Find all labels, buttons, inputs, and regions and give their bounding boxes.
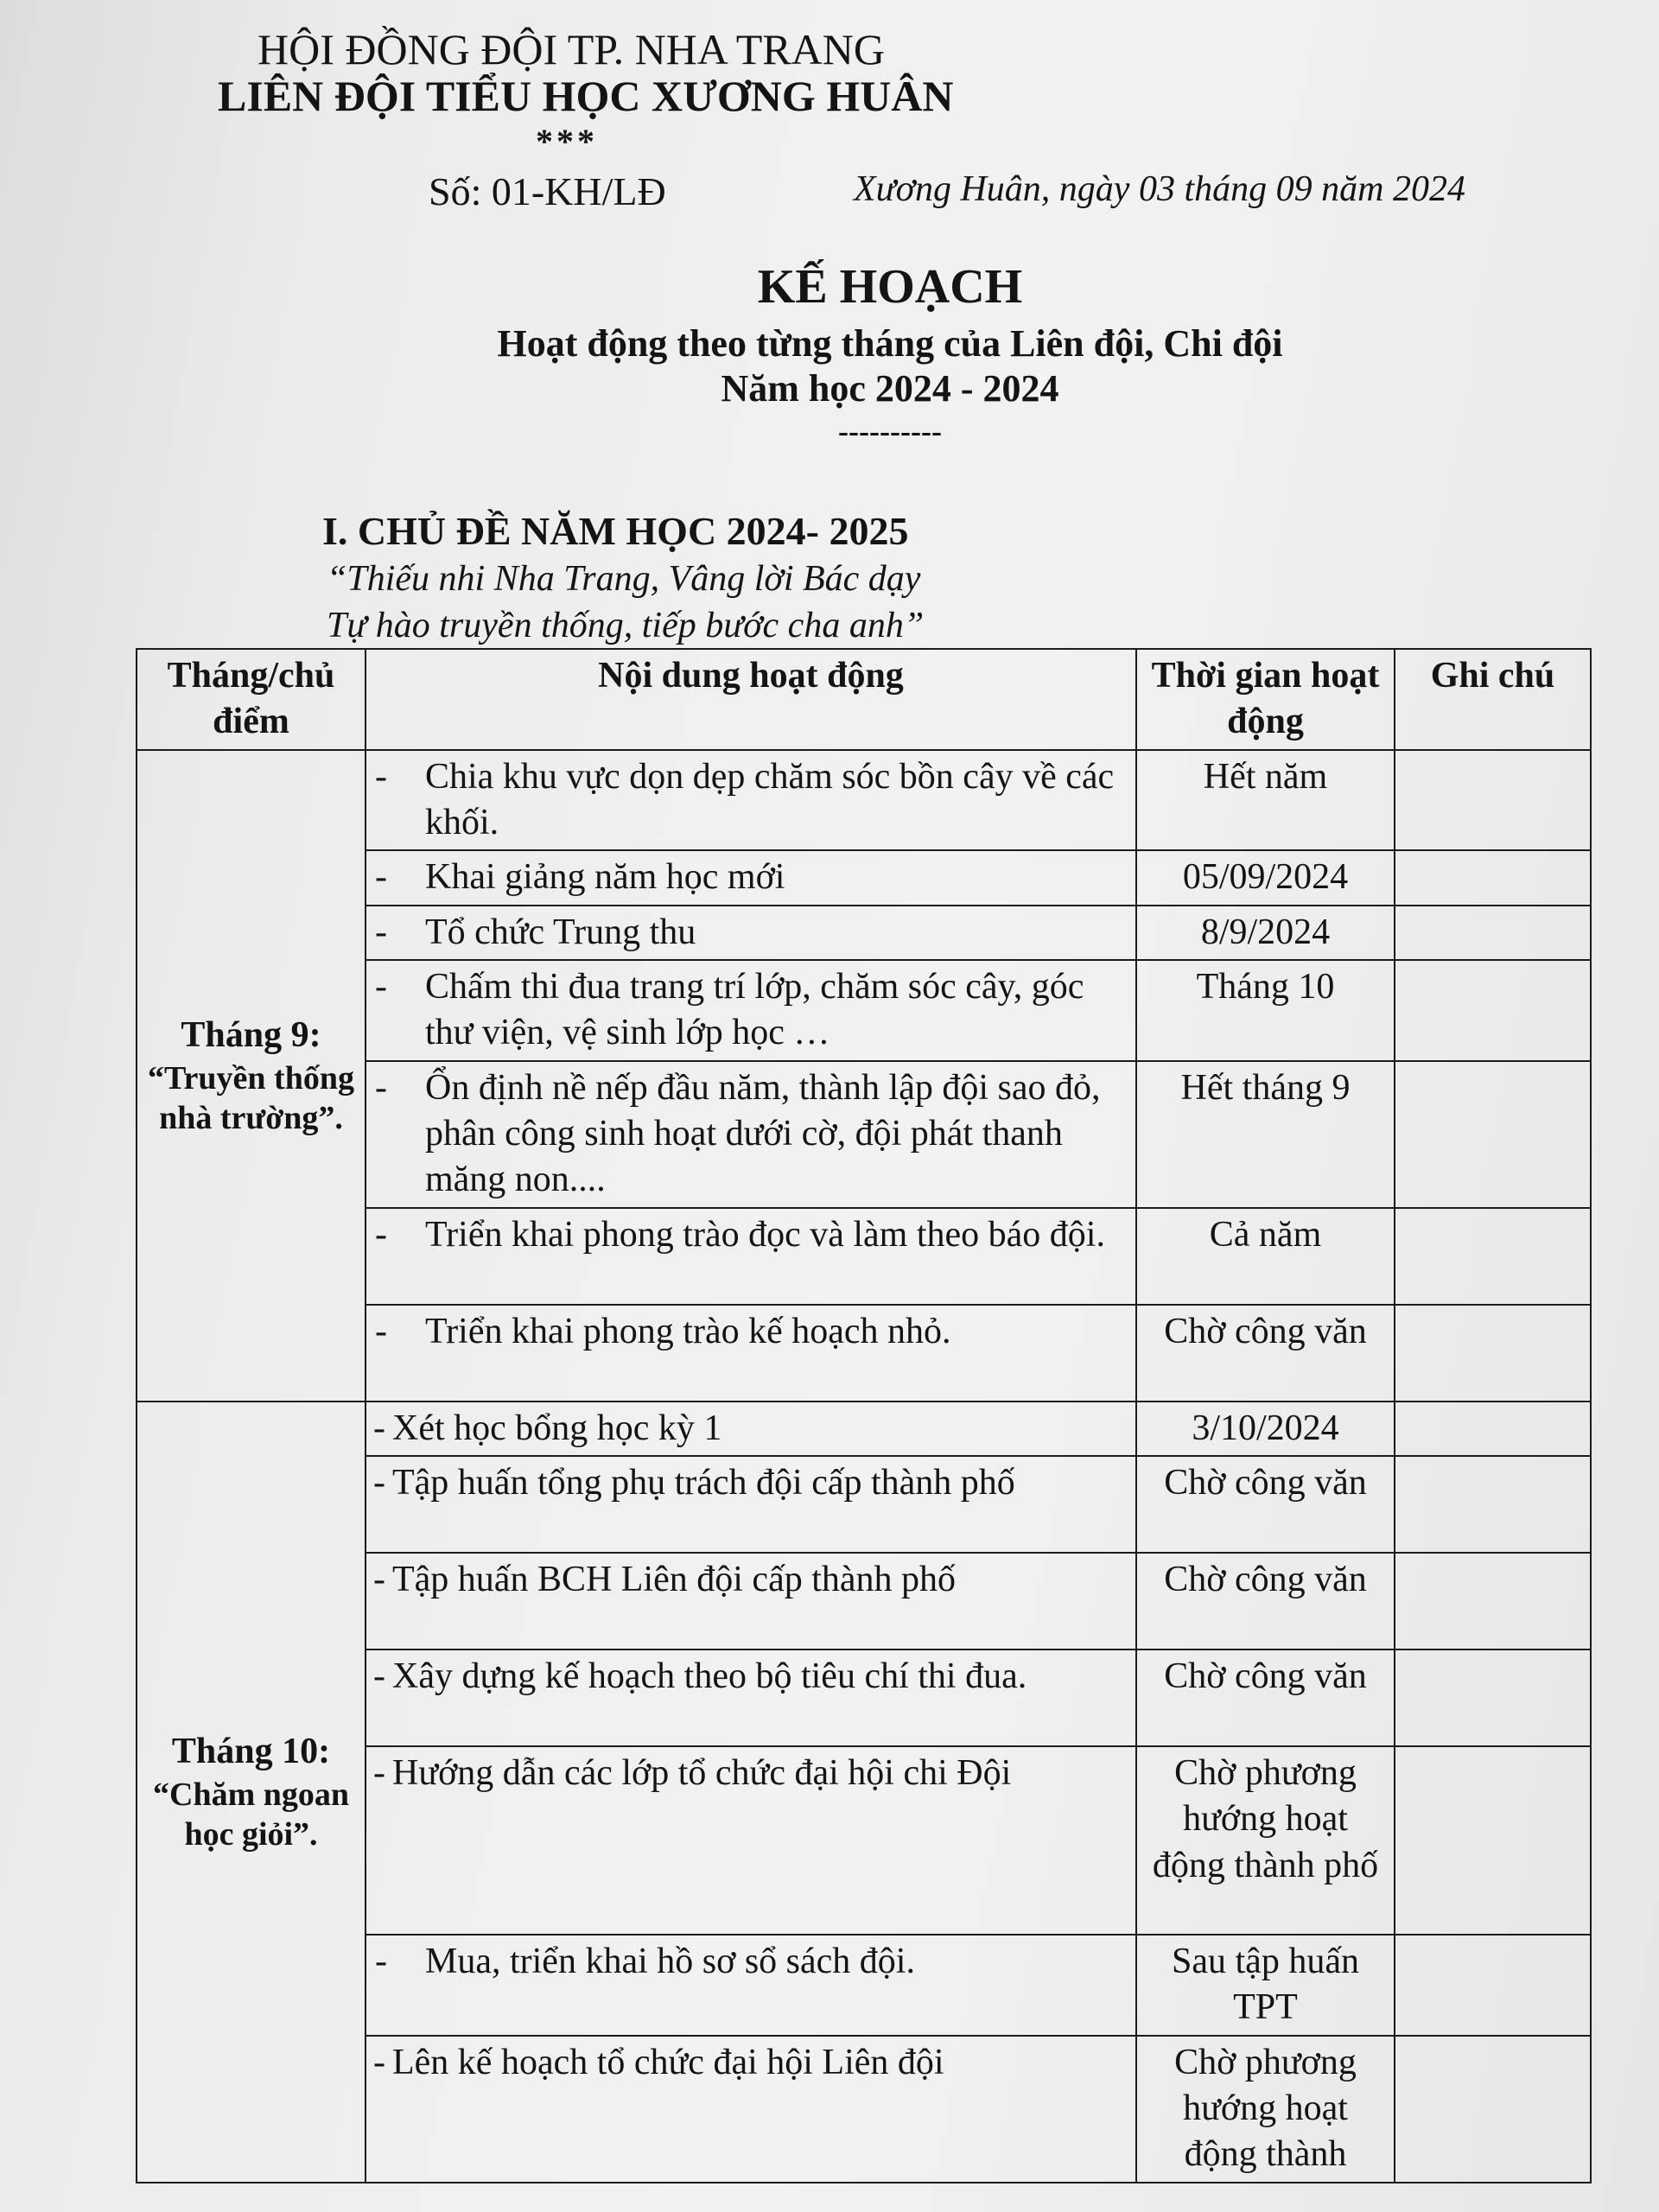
activity-text: Chấm thi đua trang trí lớp, chăm sóc cây, góc thư viện, vệ sinh lớp học …	[425, 966, 1084, 1053]
place-date: Xương Huân, ngày 03 tháng 09 năm 2024	[854, 169, 1465, 209]
note-cell	[1395, 1746, 1591, 1935]
activity-text: Hướng dẫn các lớp tổ chức đại hội chi Đội	[392, 1752, 1012, 1793]
time-cell: Chờ công văn	[1136, 1649, 1395, 1746]
note-cell	[1395, 1935, 1591, 2036]
header-stars: ***	[536, 122, 598, 161]
time-cell: Chờ công văn	[1136, 1305, 1395, 1402]
time-cell: 3/10/2024	[1136, 1402, 1395, 1456]
month-theme: “Chăm ngoan học giỏi”.	[153, 1776, 349, 1853]
activity-text: Tập huấn BCH Liên đội cấp thành phố	[392, 1559, 957, 1599]
slogan-line-2: Tự hào truyền thống, tiếp bước cha anh”	[327, 606, 925, 645]
council-name: HỘI ĐỒNG ĐỘI TP. NHA TRANG	[257, 25, 885, 73]
month-cell	[137, 1402, 365, 2183]
note-cell	[1395, 1649, 1591, 1746]
page-title: KẾ HOẠCH	[757, 260, 1023, 314]
note-cell	[1395, 2036, 1591, 2183]
time-cell: 8/9/2024	[1136, 906, 1395, 960]
row-bullet: -	[373, 1752, 385, 1793]
school-year: Năm học 2024 - 2024	[721, 367, 1059, 410]
activity-text: Ổn định nề nếp đầu năm, thành lập đội sao đỏ, phân công sinh hoạt dưới cờ, đội phát thanh măng non....	[425, 1067, 1101, 1200]
time-cell: Cả năm	[1136, 1208, 1395, 1305]
note-cell	[1395, 1456, 1591, 1553]
activity-text: Tập huấn tổng phụ trách đội cấp thành phố	[392, 1462, 1015, 1503]
time-cell: Chờ phương hướng hoạt động thành phố	[1136, 1746, 1395, 1935]
row-bullet: -	[375, 912, 387, 952]
note-cell	[1395, 850, 1591, 905]
time-cell: Tháng 10	[1136, 960, 1395, 1061]
row-bullet: -	[373, 1462, 385, 1503]
table-header-row	[137, 649, 1591, 750]
time-cell: Sau tập huấn TPT	[1136, 1935, 1395, 2036]
activity-text: Triển khai phong trào kế hoạch nhỏ.	[425, 1311, 951, 1351]
row-bullet: -	[373, 1408, 385, 1448]
row-bullet: -	[375, 1941, 387, 1981]
school-name: LIÊN ĐỘI TIỂU HỌC XƯƠNG HUÂN	[218, 72, 954, 120]
activity-plan-table	[136, 648, 1592, 2183]
note-cell	[1395, 750, 1591, 851]
month-cell	[137, 750, 365, 1402]
time-cell: Chờ công văn	[1136, 1456, 1395, 1553]
activity-text: Triển khai phong trào đọc và làm theo báo đội.	[425, 1214, 1105, 1255]
row-bullet: -	[373, 2042, 385, 2082]
month-name: Tháng 10:	[171, 1731, 331, 1771]
row-bullet: -	[375, 966, 387, 1007]
time-cell: Chờ công văn	[1136, 1553, 1395, 1649]
time-cell: Hết tháng 9	[1136, 1061, 1395, 1208]
activity-text: Tổ chức Trung thu	[425, 912, 696, 952]
activity-text: Chia khu vực dọn dẹp chăm sóc bồn cây về các khối.	[425, 756, 1115, 842]
title-subtitle: Hoạt động theo từng tháng của Liên đội, Chi đội	[497, 322, 1283, 365]
note-cell	[1395, 1061, 1591, 1208]
slogan-line-1: “Thiếu nhi Nha Trang, Vâng lời Bác dạy	[327, 559, 921, 599]
time-cell: 05/09/2024	[1136, 850, 1395, 905]
header-content: Nội dung hoạt động	[365, 649, 1136, 750]
row-bullet: -	[375, 1214, 387, 1255]
note-cell	[1395, 1553, 1591, 1649]
time-cell: Chờ phương hướng hoạt động thành	[1136, 2036, 1395, 2183]
row-bullet: -	[375, 1067, 387, 1108]
activity-text: Lên kế hoạch tổ chức đại hội Liên đội	[392, 2042, 944, 2082]
title-divider: ----------	[838, 414, 942, 448]
row-bullet: -	[375, 756, 387, 797]
header-month: Tháng/chủ điểm	[137, 649, 365, 750]
time-cell: Hết năm	[1136, 750, 1395, 851]
activity-text: Khai giảng năm học mới	[425, 857, 785, 898]
note-cell	[1395, 1208, 1591, 1305]
row-bullet: -	[373, 1559, 385, 1599]
month-name: Tháng 9:	[181, 1014, 321, 1055]
row-bullet: -	[375, 1311, 387, 1351]
header-time: Thời gian hoạt động	[1136, 649, 1395, 750]
document-number: Số: 01-KH/LĐ	[429, 169, 666, 213]
note-cell	[1395, 906, 1591, 960]
row-bullet: -	[373, 1656, 385, 1696]
table-row	[137, 750, 1591, 851]
month-theme: “Truyền thống nhà trường”.	[148, 1059, 354, 1137]
section-heading: I. CHỦ ĐỀ NĂM HỌC 2024- 2025	[322, 509, 909, 553]
header-note: Ghi chú	[1395, 649, 1591, 750]
note-cell	[1395, 1305, 1591, 1402]
activity-text: Xây dựng kế hoạch theo bộ tiêu chí thi đua.	[392, 1656, 1027, 1696]
table-row	[137, 1402, 1591, 1456]
activity-text: Xét học bổng học kỳ 1	[392, 1408, 722, 1448]
note-cell	[1395, 960, 1591, 1061]
row-bullet: -	[375, 857, 387, 898]
activity-text: Mua, triển khai hồ sơ sổ sách đội.	[425, 1941, 915, 1981]
note-cell	[1395, 1402, 1591, 1456]
